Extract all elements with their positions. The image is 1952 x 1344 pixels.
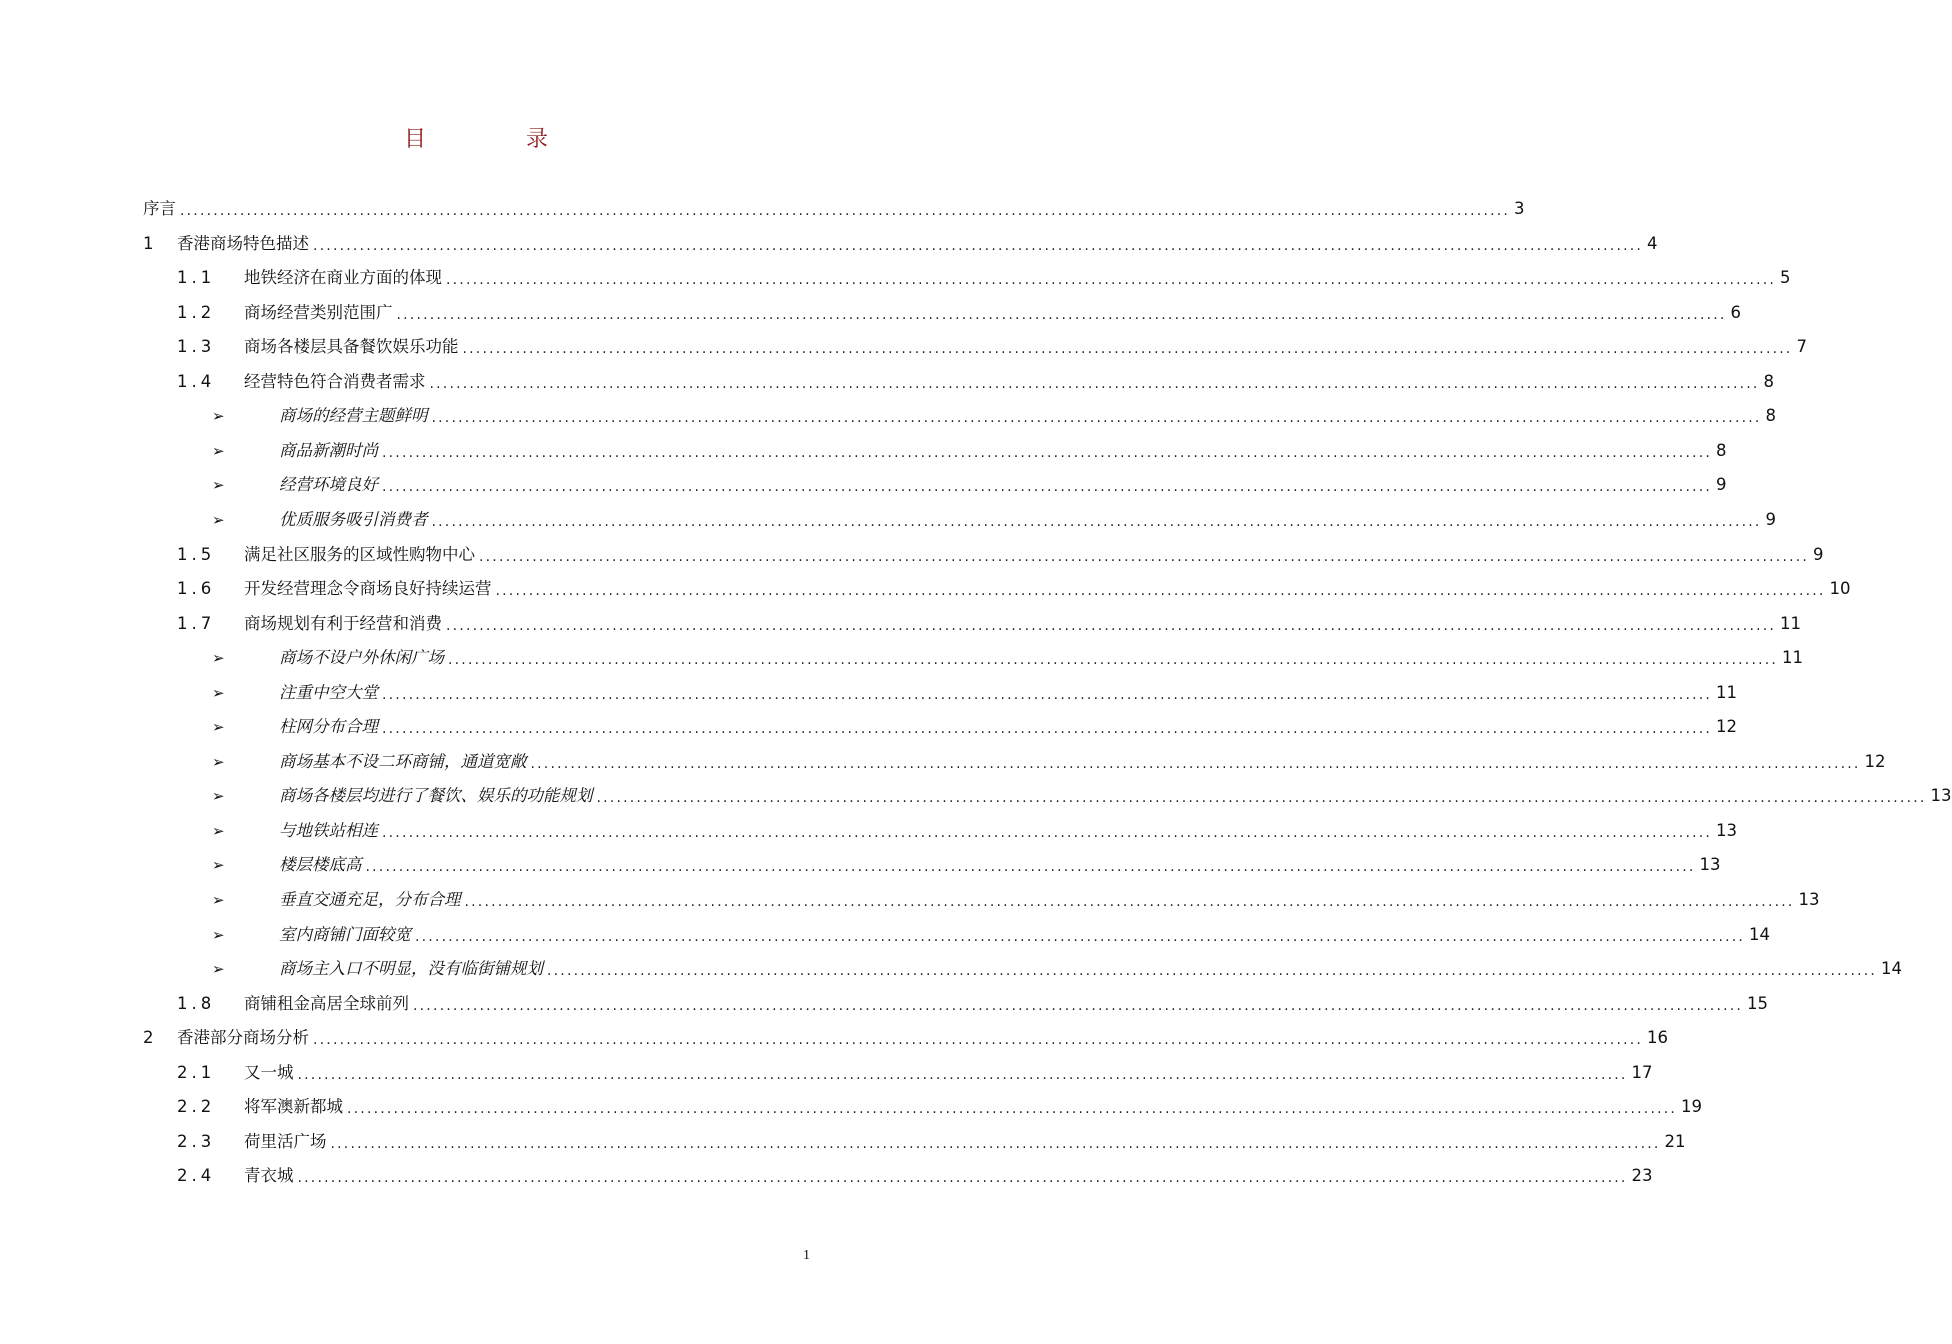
dot-leader: ........................................................................................................................................................................................................ [431, 513, 1762, 530]
toc-entry-page: 15 [1747, 993, 1769, 1013]
toc-entry[interactable] [177, 607, 1802, 641]
toc-entry-page: 11 [1780, 613, 1802, 633]
toc-entry[interactable] [212, 952, 1903, 986]
toc-entry[interactable] [212, 641, 1804, 675]
toc-entry-label: 开发经营理念令商场良好持续运营 [244, 579, 492, 599]
toc-entry-label: 满足社区服务的区域性购物中心 [244, 544, 475, 564]
toc-entry[interactable] [177, 1159, 1653, 1193]
toc-entry-label: 将军澳新都城 [244, 1097, 343, 1117]
toc-entry[interactable] [177, 987, 1769, 1021]
toc-entry-page: 13 [1798, 890, 1820, 909]
dot-leader: ........................................................................................................................................................................................................ [547, 963, 1878, 980]
toc-entry-label: 序言 [143, 199, 176, 218]
toc-title-left: 目 [404, 127, 427, 152]
toc-entry[interactable] [212, 814, 1738, 848]
dot-leader: ........................................................................................................................................................................................................ [396, 306, 1727, 323]
toc-entry-page: 13 [1930, 786, 1952, 806]
dot-leader: ........................................................................................................................................................................................................ [382, 721, 1713, 738]
toc-entry-page: 6 [1730, 302, 1742, 322]
dot-leader: ........................................................................................................................................................................................................ [313, 1032, 1644, 1049]
bullet-arrow-icon: ➢ [212, 925, 226, 944]
toc-entry-label: 注重中空大堂 [279, 682, 378, 702]
toc-entry[interactable] [177, 1056, 1653, 1090]
toc-entry-label: 经营环境良好 [279, 475, 378, 495]
toc-entry-number: 2 [143, 1028, 155, 1048]
toc-entry-label: 经营特色符合消费者需求 [244, 371, 426, 391]
dot-leader: ........................................................................................................................................................................................................ [180, 203, 1511, 219]
toc-entry[interactable] [212, 779, 1952, 813]
toc-entry-page: 14 [1749, 924, 1771, 944]
toc-entry-label: 楼层楼底高 [279, 855, 362, 875]
toc-entry-number: 2.4 [177, 1166, 216, 1186]
toc-entry-page: 12 [1716, 717, 1738, 737]
toc-entry[interactable] [177, 330, 1808, 364]
dot-leader: ........................................................................................................................................................................................................ [431, 410, 1762, 427]
toc-title-right: 录 [526, 127, 549, 152]
toc-entry[interactable] [177, 296, 1742, 330]
toc-title [0, 122, 950, 154]
dot-leader: ........................................................................................................................................................................................................ [448, 652, 1779, 669]
toc-entry-number: 1.8 [177, 993, 216, 1013]
toc-entry[interactable] [177, 538, 1824, 572]
toc-entry-label: 商场各楼层均进行了餐饮、娱乐的功能规划 [279, 786, 593, 806]
bullet-arrow-icon: ➢ [212, 649, 226, 668]
dot-leader: ........................................................................................................................................................................................................ [446, 617, 1777, 634]
toc-entry-number: 1.2 [177, 302, 216, 322]
toc-entry-page: 9 [1765, 509, 1777, 529]
toc-entry-label: 商场的经营主题鲜明 [279, 406, 428, 426]
toc-entry-page: 11 [1782, 648, 1804, 668]
bullet-arrow-icon: ➢ [212, 441, 226, 460]
bullet-arrow-icon: ➢ [212, 752, 226, 771]
bullet-arrow-icon: ➢ [212, 718, 226, 737]
toc-entry-number: 1.6 [177, 579, 216, 599]
bullet-arrow-icon: ➢ [212, 407, 226, 426]
toc-entry-label: 青衣城 [244, 1166, 294, 1186]
dot-leader: ........................................................................................................................................................................................................ [297, 1170, 1628, 1187]
dot-leader: ........................................................................................................................................................................................................ [462, 341, 1793, 358]
toc-entry-label: 柱网分布合理 [279, 717, 378, 737]
toc-entry-number: 2.2 [177, 1097, 216, 1117]
toc-entry-page: 9 [1716, 475, 1727, 495]
toc-entry-page: 3 [1514, 199, 1525, 218]
toc-entry-page: 13 [1699, 855, 1721, 875]
toc-entry-label: 商场主入口不明显，没有临街铺规划 [279, 959, 543, 979]
toc-entry-page: 21 [1664, 1131, 1686, 1151]
bullet-arrow-icon: ➢ [212, 821, 226, 840]
toc-entry-number: 2.3 [177, 1131, 216, 1151]
toc-entry-page: 4 [1647, 233, 1658, 253]
dot-leader: ........................................................................................................................................................................................................ [530, 755, 1861, 772]
toc-entry[interactable] [212, 468, 1727, 502]
dot-leader: ........................................................................................................................................................................................................ [413, 997, 1744, 1014]
toc-entry-number: 1.3 [177, 337, 216, 357]
toc-entry[interactable] [177, 572, 1851, 606]
toc-entry-page: 11 [1716, 682, 1738, 702]
toc-entry-page: 8 [1716, 440, 1727, 460]
toc-entry-number: 1.4 [177, 371, 216, 391]
dot-leader: ........................................................................................................................................................................................................ [429, 375, 1760, 392]
toc-entry-number: 1.7 [177, 613, 216, 633]
toc-entry-label: 商铺租金高居全球前列 [244, 993, 409, 1013]
bullet-arrow-icon: ➢ [212, 510, 226, 529]
bullet-arrow-icon: ➢ [212, 683, 226, 702]
toc-entry-label: 优质服务吸引消费者 [279, 509, 428, 529]
toc-entry-label: 荷里活广场 [244, 1131, 327, 1151]
toc-entry[interactable] [212, 710, 1738, 744]
toc-entry-label: 商品新潮时尚 [279, 440, 378, 460]
toc-entry-page: 9 [1813, 544, 1824, 564]
dot-leader: ........................................................................................................................................................................................................ [313, 237, 1644, 254]
toc-entry-label: 与地铁站相连 [279, 820, 378, 840]
dot-leader: ........................................................................................................................................................................................................ [479, 548, 1810, 565]
bullet-arrow-icon: ➢ [212, 891, 226, 909]
toc-entry[interactable] [177, 1090, 1703, 1124]
toc-entry-page: 16 [1647, 1028, 1669, 1048]
toc-entry-page: 8 [1763, 371, 1775, 391]
toc-entry[interactable] [212, 503, 1777, 537]
dot-leader: ........................................................................................................................................................................................................ [382, 444, 1713, 461]
toc-entry[interactable] [212, 918, 1771, 952]
toc-entry-page: 10 [1829, 579, 1851, 599]
toc-entry[interactable] [143, 1021, 1669, 1055]
toc-entry-page: 19 [1681, 1097, 1703, 1117]
toc-entry-label: 室内商铺门面较宽 [279, 924, 411, 944]
toc-entry-page: 7 [1796, 337, 1808, 357]
toc-entry-page: 13 [1716, 820, 1738, 840]
bullet-arrow-icon: ➢ [212, 787, 226, 806]
dot-leader: ........................................................................................................................................................................................................ [596, 790, 1927, 807]
page-number: 1 [803, 1248, 810, 1263]
toc-entry-label: 地铁经济在商业方面的体现 [244, 268, 442, 288]
toc-entry-label: 商场基本不设二环商铺，通道宽敞 [279, 751, 527, 771]
toc-entry-number: 1 [143, 233, 155, 253]
dot-leader: ........................................................................................................................................................................................................ [382, 479, 1713, 496]
toc-entry-label: 商场经营类别范围广 [244, 302, 393, 322]
toc-entry-page: 23 [1631, 1166, 1653, 1186]
bullet-arrow-icon: ➢ [212, 476, 226, 495]
dot-leader: ........................................................................................................................................................................................................ [446, 272, 1777, 289]
toc-entry-label: 香港商场特色描述 [177, 233, 309, 253]
toc-entry[interactable] [212, 676, 1738, 710]
toc-entry[interactable] [212, 883, 1820, 917]
dot-leader: ........................................................................................................................................................................................................ [495, 583, 1826, 600]
toc-entry[interactable] [177, 1125, 1686, 1159]
dot-leader: ........................................................................................................................................................................................................ [297, 1066, 1628, 1083]
toc-entry-label: 又一城 [244, 1062, 294, 1082]
toc-entry-number: 1.5 [177, 544, 216, 564]
toc-entry-page: 14 [1881, 959, 1903, 979]
toc-entry-page: 5 [1780, 268, 1791, 288]
toc-entry-number: 2.1 [177, 1062, 216, 1082]
toc-entry[interactable] [177, 365, 1775, 399]
dot-leader: ........................................................................................................................................................................................................ [347, 1101, 1678, 1118]
toc-entry-page: 12 [1864, 751, 1886, 771]
bullet-arrow-icon: ➢ [212, 960, 226, 979]
toc-entry[interactable] [212, 399, 1777, 433]
dot-leader: ........................................................................................................................................................................................................ [330, 1135, 1661, 1152]
toc-entry-number: 1.1 [177, 268, 216, 288]
toc-entry-label: 香港部分商场分析 [177, 1028, 309, 1048]
toc-entry[interactable] [212, 848, 1721, 882]
dot-leader: ........................................................................................................................................................................................................ [382, 686, 1713, 703]
toc-entry-page: 8 [1765, 406, 1777, 426]
toc-entry-label: 商场不设户外休闲广场 [279, 648, 444, 668]
toc-entry-label: 商场各楼层具备餐饮娱乐功能 [244, 337, 459, 357]
toc-entry[interactable] [212, 434, 1727, 468]
toc-entry-page: 17 [1631, 1062, 1653, 1082]
dot-leader: ........................................................................................................................................................................................................ [415, 928, 1746, 945]
toc-entry[interactable] [143, 192, 1525, 226]
dot-leader: ........................................................................................................................................................................................................ [464, 894, 1795, 910]
dot-leader: ........................................................................................................................................................................................................ [382, 824, 1713, 841]
toc-entry-label: 垂直交通充足，分布合理 [279, 890, 461, 909]
toc-entry-label: 商场规划有利于经营和消费 [244, 613, 442, 633]
bullet-arrow-icon: ➢ [212, 856, 226, 875]
toc-entry[interactable] [143, 227, 1658, 261]
dot-leader: ........................................................................................................................................................................................................ [365, 859, 1696, 876]
toc-entry[interactable] [177, 261, 1791, 295]
toc-entry[interactable] [212, 745, 1886, 779]
